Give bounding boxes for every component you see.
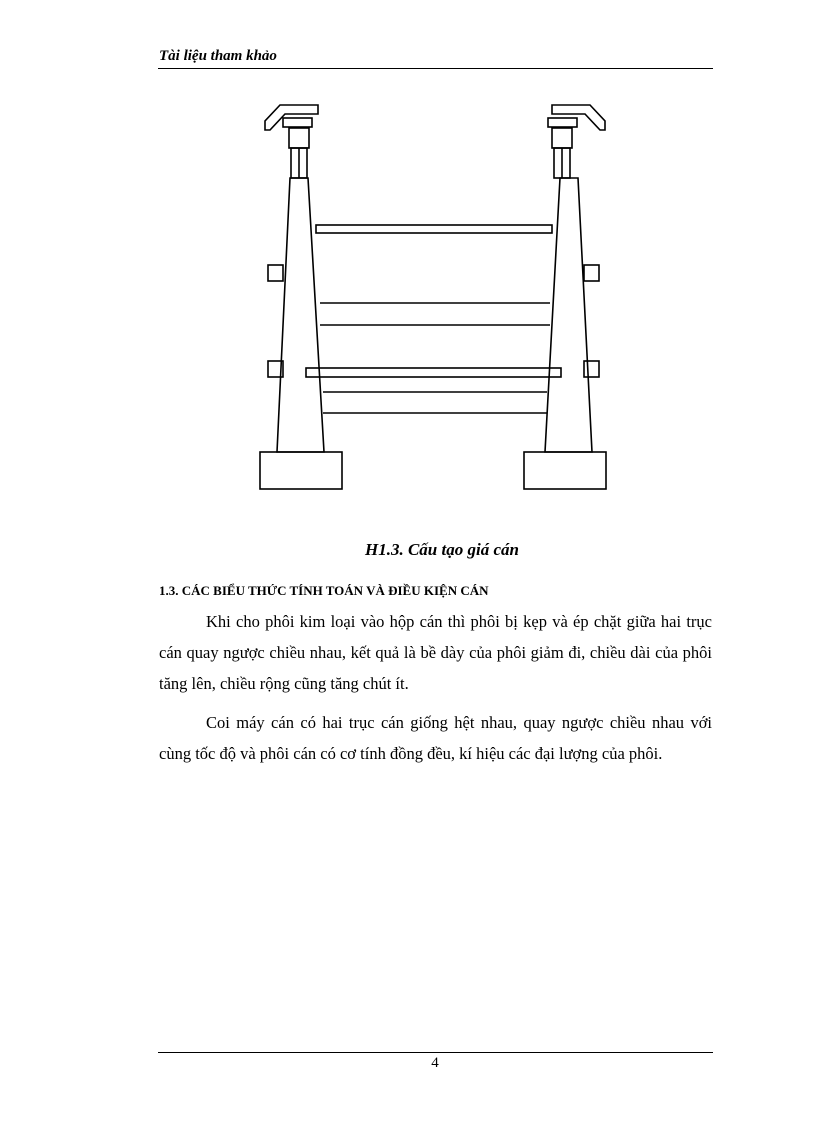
paragraph: Coi máy cán có hai trục cán giống hệt nhau, quay ngược chiều nhau với cùng tốc độ và phôi cán có cơ tính đồng đều, kí hiệu các đại lượng của phôi. bbox=[159, 713, 712, 763]
left-screw-nut bbox=[283, 118, 312, 127]
page-number: 4 bbox=[431, 1055, 439, 1071]
right-base bbox=[524, 452, 606, 489]
left-screw-collar bbox=[289, 128, 309, 148]
running-header-title: Tài liệu tham khảo bbox=[159, 48, 277, 64]
rolling-stand-diagram bbox=[250, 98, 620, 498]
figure-caption: H1.3. Cấu tạo giá cán bbox=[365, 540, 519, 559]
paragraph: Khi cho phôi kim loại vào hộp cán thì phôi bị kẹp và ép chặt giữa hai trục cán quay ngược chiều nhau, kết quả là bề dày của phôi giảm đi, chiều dài của phôi tăng lên, chiều rộng cũng tăng chút ít. bbox=[159, 612, 712, 693]
top-cross-beam bbox=[316, 225, 552, 233]
header-rule bbox=[158, 68, 713, 69]
right-bolt-lower bbox=[584, 361, 599, 377]
upper-roll bbox=[320, 303, 550, 325]
right-screw-collar bbox=[552, 128, 572, 148]
right-column bbox=[545, 178, 592, 452]
left-base bbox=[260, 452, 342, 489]
lower-roll-shaft bbox=[306, 368, 561, 377]
left-bolt-upper bbox=[268, 265, 283, 281]
right-screw-nut bbox=[548, 118, 577, 127]
lower-roll bbox=[323, 392, 547, 413]
right-bolt-upper bbox=[584, 265, 599, 281]
section-heading: 1.3. CÁC BIỂU THỨC TÍNH TOÁN VÀ ĐIỀU KIỆN CÁN bbox=[159, 583, 489, 598]
left-column bbox=[277, 178, 324, 452]
footer-rule bbox=[158, 1052, 713, 1053]
